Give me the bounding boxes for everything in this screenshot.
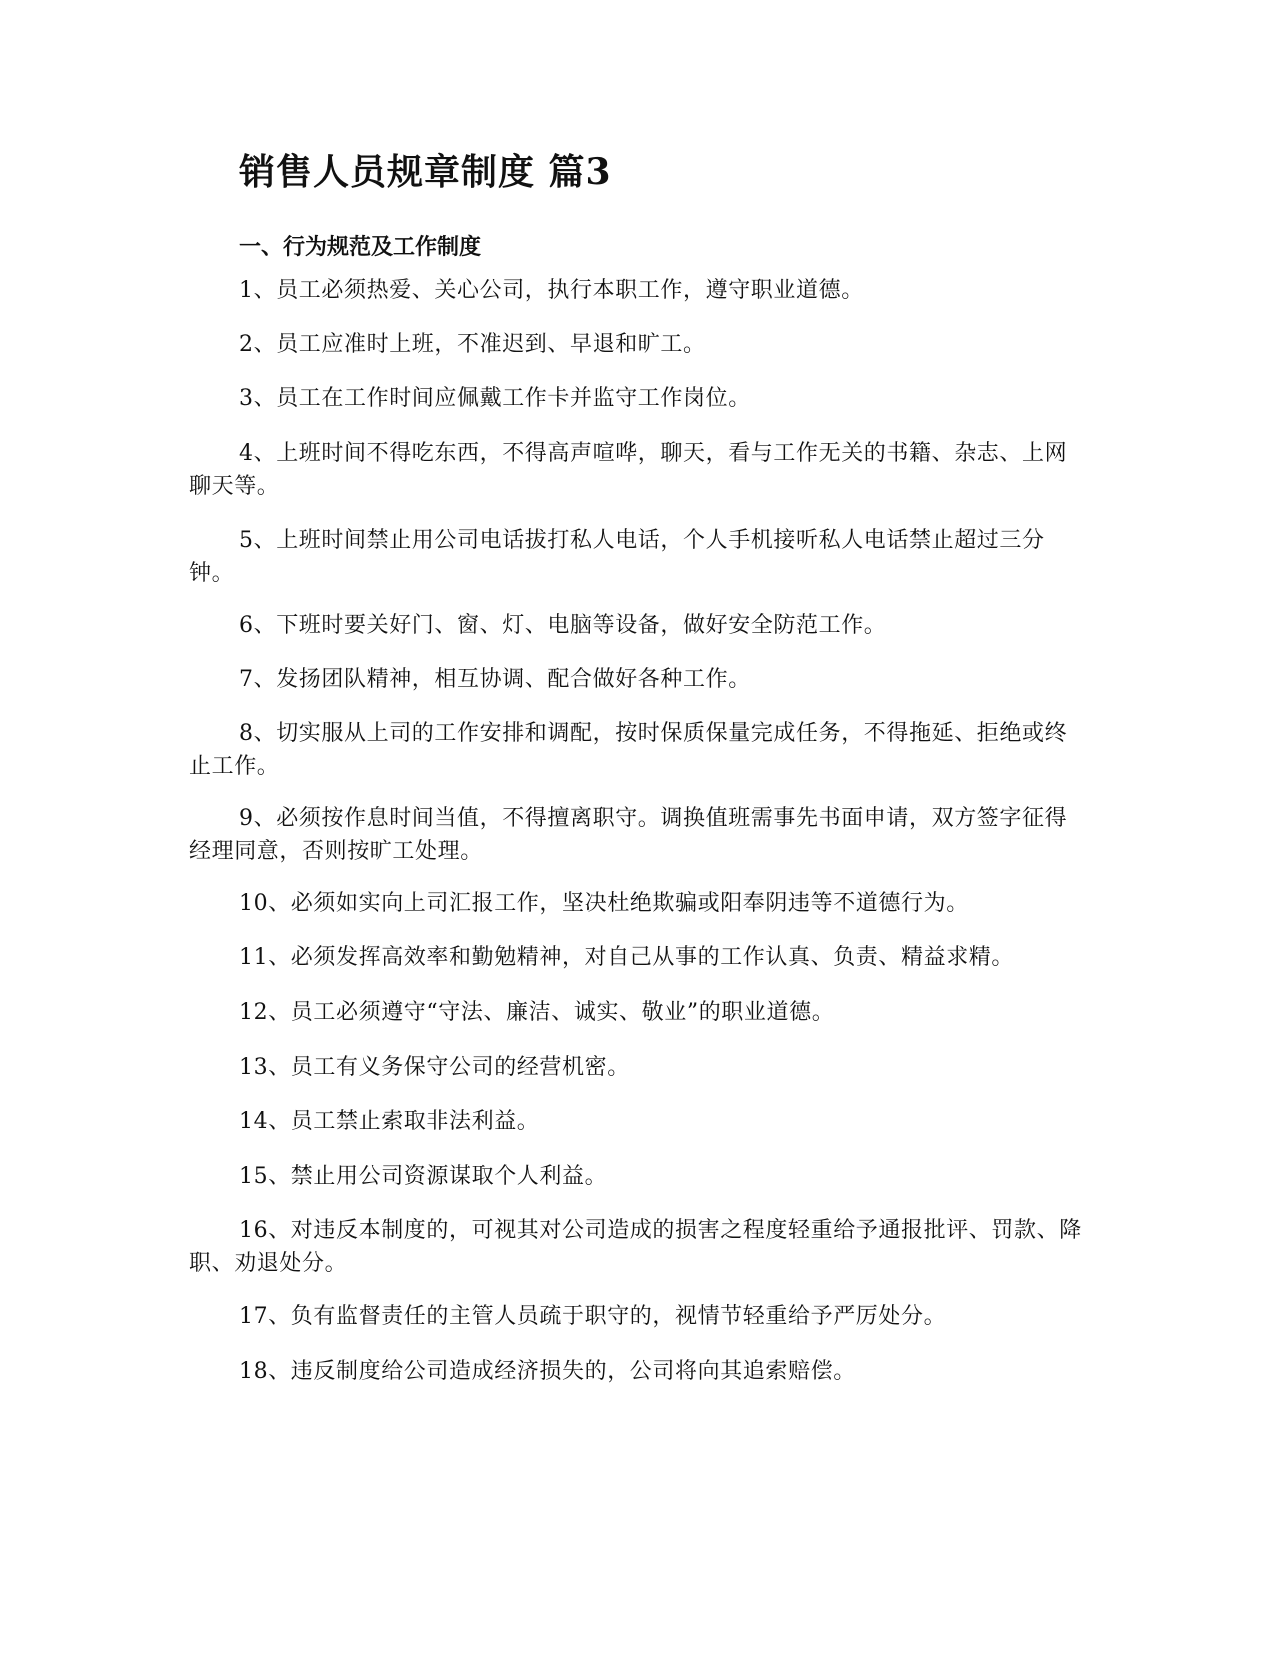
rule-item-15: 15、禁止用公司资源谋取个人利益。: [239, 1164, 608, 1189]
rule-item-8: 8、切实服从上司的工作安排和调配，按时保质保量完成任务，不得拖延、拒绝或终止工作。: [189, 721, 1068, 779]
rule-item-17: 17、负有监督责任的主管人员疏于职守的，视情节轻重给予严厉处分。: [239, 1304, 947, 1329]
rule-item-14: 14、员工禁止索取非法利益。: [239, 1109, 540, 1134]
rule-item-13: 13、员工有义务保守公司的经营机密。: [239, 1055, 630, 1080]
rule-item-10: 10、必须如实向上司汇报工作，坚决杜绝欺骗或阳奉阴违等不道德行为。: [239, 891, 969, 916]
rule-item-4: 4、上班时间不得吃东西，不得高声喧哗，聊天，看与工作无关的书籍、杂志、上网聊天等。: [189, 441, 1068, 499]
rule-item-5: 5、上班时间禁止用公司电话拔打私人电话，个人手机接听私人电话禁止超过三分钟。: [189, 528, 1045, 586]
rule-item-11: 11、必须发挥高效率和勤勉精神，对自己从事的工作认真、负责、精益求精。: [239, 945, 1014, 970]
section-heading: 一、行为规范及工作制度: [239, 234, 482, 260]
rule-item-1: 1、员工必须热爱、关心公司，执行本职工作，遵守职业道德。: [239, 278, 864, 303]
rule-item-16: 16、对违反本制度的，可视其对公司造成的损害之程度轻重给予通报批评、罚款、降职、劝退处分。: [189, 1218, 1082, 1276]
rule-item-9: 9、必须按作息时间当值，不得擅离职守。调换值班需事先书面申请，双方签字征得经理同意，否则按旷工处理。: [189, 806, 1068, 864]
rule-item-18: 18、违反制度给公司造成经济损失的，公司将向其追索赔偿。: [239, 1359, 856, 1384]
rule-item-2: 2、员工应准时上班，不准迟到、早退和旷工。: [239, 332, 706, 357]
document-title: 销售人员规章制度 篇3: [239, 151, 612, 193]
rule-item-3: 3、员工在工作时间应佩戴工作卡并监守工作岗位。: [239, 386, 751, 411]
rule-item-12: 12、员工必须遵守“守法、廉洁、诚实、敬业”的职业道德。: [239, 1000, 835, 1025]
rule-item-6: 6、下班时要关好门、窗、灯、电脑等设备，做好安全防范工作。: [239, 613, 887, 638]
rule-item-7: 7、发扬团队精神，相互协调、配合做好各种工作。: [239, 667, 751, 692]
